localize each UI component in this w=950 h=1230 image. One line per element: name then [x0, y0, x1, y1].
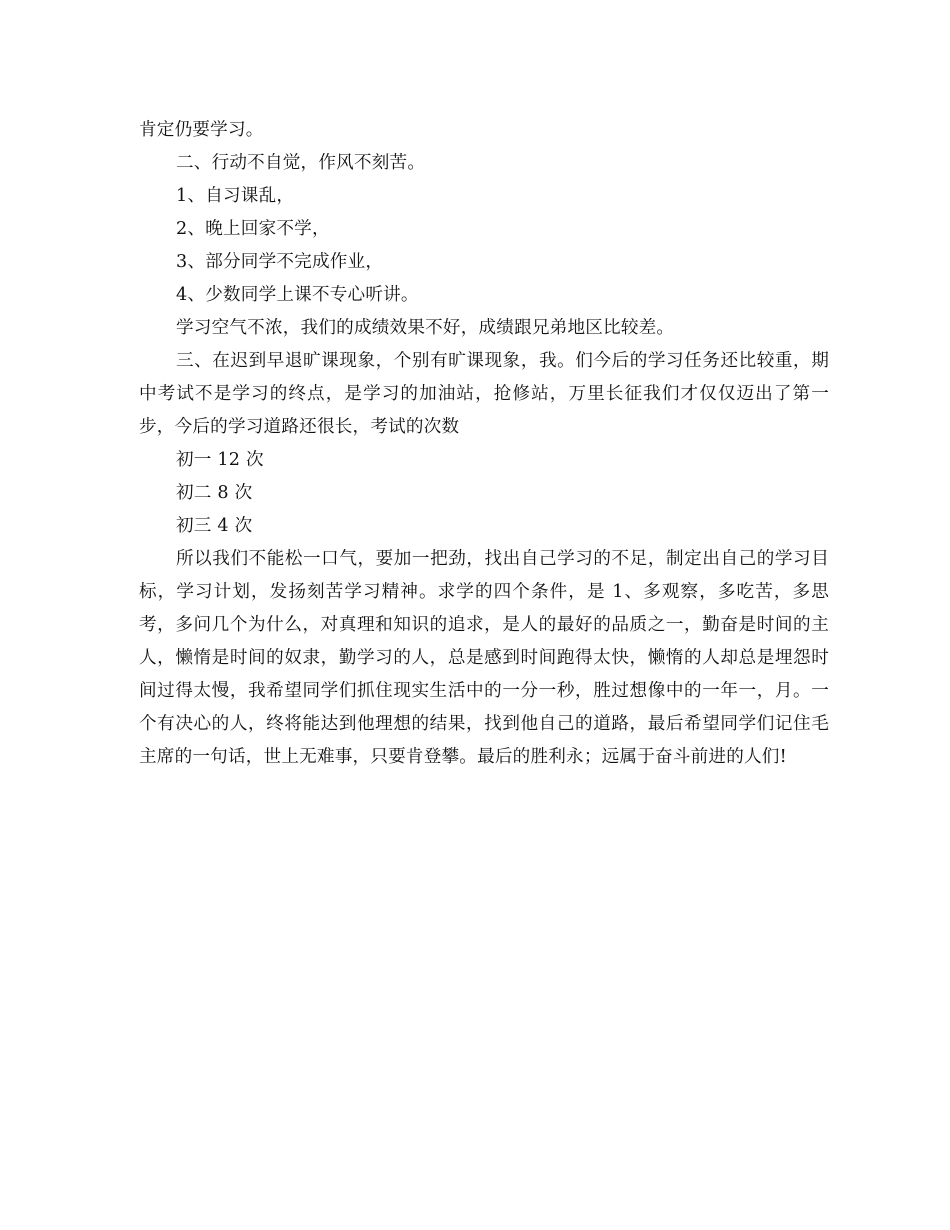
- list-item-4: 4、少数同学上课不专心听讲。: [176, 285, 419, 305]
- list-item-3: 3、部分同学不完成作业，: [176, 252, 384, 272]
- closing-paragraph: 所以我们不能松一口气，要加一把劲，找出自己学习的不足，制定出自己的学习目标，学习计划，发扬刻苦学习精神。求学的四个条件，是 1、多观察，多吃苦，多思考，多问几个为什么，对真理和知识的追求，是人的最好的品质之一，勤奋是时间的主人，懒惰是时间的奴隶，勤学习的人，总是感到时间跑得太快，懒惰的人却总是埋怨时间过得太慢，我希望同学们抓住现实生活中的一分一秒，胜过想像中的一年一，月。一个有决心的人，终将能达到他理想的结果，找到他自己的道路，最后希望同学们记住毛主席的一句话，世上无难事，只要肯登攀。最后的胜利永；远属于奋斗前进的人们!: [139, 549, 829, 767]
- section-heading-two: 二、行动不自觉，作风不刻苦。: [176, 153, 426, 173]
- exam-count-grade-1: 初一 12 次: [176, 450, 264, 470]
- exam-count-grade-2: 初二 8 次: [176, 483, 253, 503]
- document-body: [139, 114, 829, 774]
- list-item-2: 2、晚上回家不学，: [176, 219, 330, 239]
- summary-paragraph: 学习空气不浓，我们的成绩效果不好，成绩跟兄弟地区比较差。: [176, 318, 675, 338]
- section-three-paragraph: 三、在迟到早退旷课现象，个别有旷课现象，我。们今后的学习任务还比较重，期中考试不是学习的终点，是学习的加油站，抢修站，万里长征我们才仅仅迈出了第一步，今后的学习道路还很长，考试的次数: [139, 351, 829, 437]
- list-item-1: 1、自习课乱，: [176, 186, 295, 206]
- exam-count-grade-3: 初三 4 次: [176, 516, 253, 536]
- paragraph-continuation: 肯定仍要学习。: [139, 120, 264, 140]
